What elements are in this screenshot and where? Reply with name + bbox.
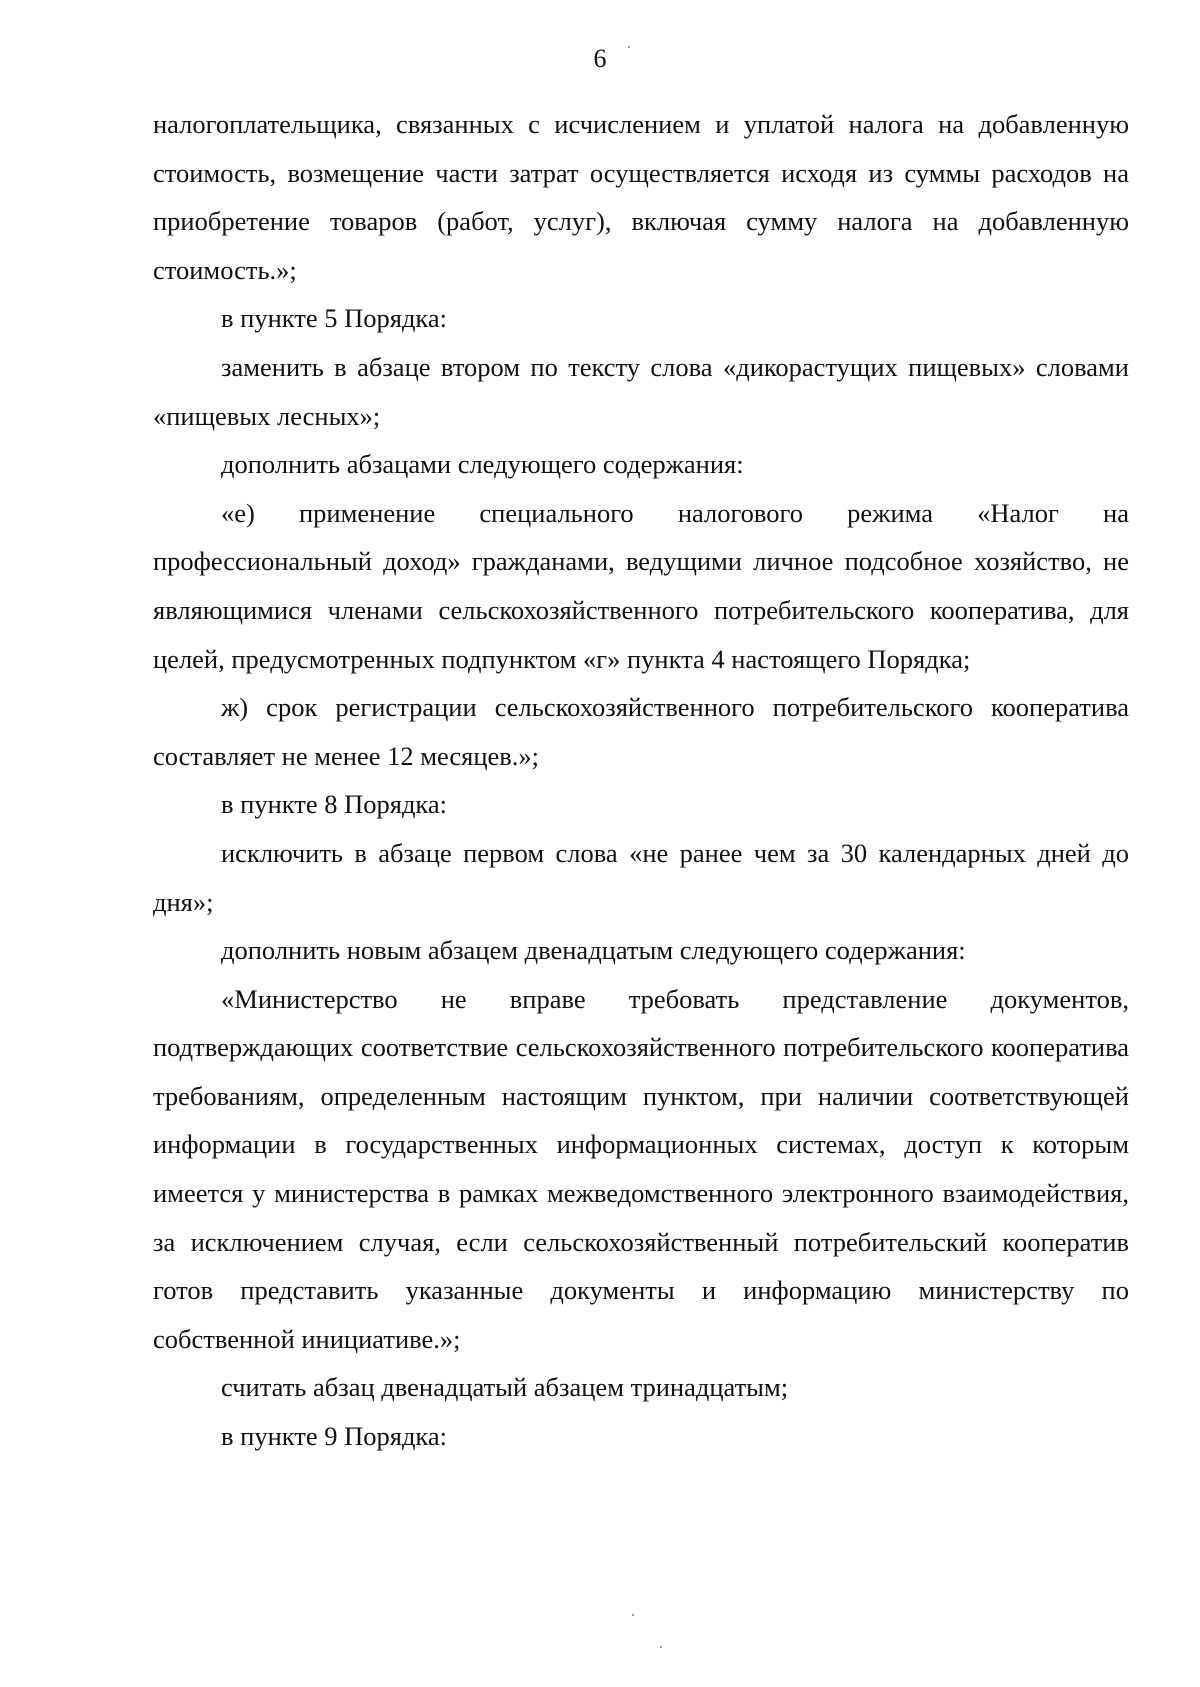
page-number: 6 <box>593 44 607 73</box>
document-body <box>153 100 1129 1461</box>
paragraph-point-5-heading: в пункте 5 Порядка: <box>221 303 448 334</box>
paragraph-exclude-words: исключить в абзаце первом слова «не ранее чем за 30 календарных дней до дня»; <box>153 837 1129 917</box>
scan-speck <box>628 46 630 48</box>
paragraph-point-8-heading: в пункте 8 Порядка: <box>221 789 448 820</box>
paragraph-add-paragraphs: дополнить абзацами следующего содержания: <box>221 449 744 480</box>
paragraph-point-9-heading: в пункте 9 Порядка: <box>221 1421 448 1452</box>
paragraph-ministry-clause: «Министерство не вправе требовать представление документов, подтверждающих соответствие сельскохозяйственного потребительского кооператива требованиям, определенным настоящим пунктом, при наличии соответствующей информации в государственных информационных системах, доступ к которым имеется у министерства в рамках межведомственного электронного взаимодействия, за исключением случая, если сельскохозяйственный потребительский кооператив готов представить указанные документы и информацию министерству по собственной инициативе.»; <box>153 983 1129 1354</box>
paragraph-vat-continuation: налогоплательщика, связанных с исчислением и уплатой налога на добавленную стоимость, возмещение части затрат осуществляется исходя из суммы расходов на приобретение товаров (работ, услуг), включая сумму налога на добавленную стоимость.»; <box>153 109 1129 285</box>
paragraph-renumber: считать абзац двенадцатый абзацем тринадцатым; <box>221 1372 789 1403</box>
paragraph-item-e: «е) применение специального налогового режима «Налог на профессиональный доход» гражданами, ведущими личное подсобное хозяйство, не являющимися членами сельскохозяйственного потребительского кооператива, для целей, предусмотренных подпунктом «г» пункта 4 настоящего Порядка; <box>153 497 1129 674</box>
paragraph-add-twelfth: дополнить новым абзацем двенадцатым следующего содержания: <box>221 935 966 966</box>
scan-speck <box>660 1646 662 1648</box>
paragraph-replace-words: заменить в абзаце втором по тексту слова «дикорастущих пищевых» словами «пищевых лесных»; <box>153 351 1129 431</box>
paragraph-item-zh: ж) срок регистрации сельскохозяйственного потребительского кооператива составляет не менее 12 месяцев.»; <box>153 692 1129 771</box>
scan-speck <box>632 1614 634 1616</box>
